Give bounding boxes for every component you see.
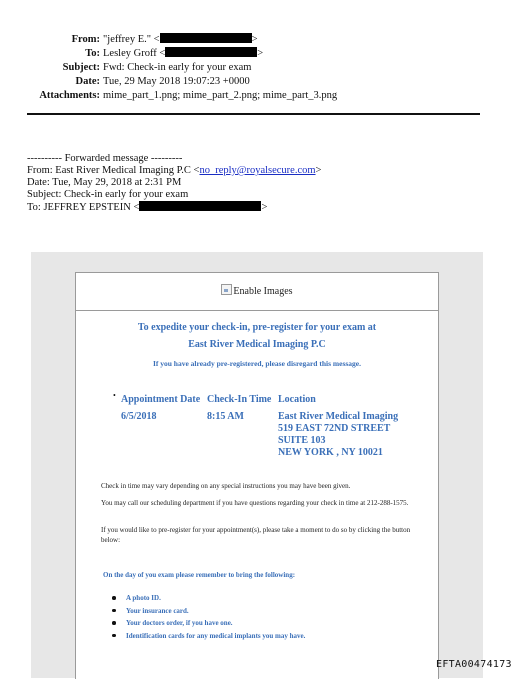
list-item: A photo ID. xyxy=(112,592,305,605)
clinic-name: East River Medical Imaging P.C xyxy=(188,339,326,350)
list-item: Identification cards for any medical implants you may have. xyxy=(112,630,305,643)
broken-image-icon xyxy=(221,284,232,295)
subject-value: Fwd: Check-in early for your exam xyxy=(103,62,252,73)
sender-email-link[interactable]: no_reply@royalsecure.com xyxy=(199,165,316,176)
header-divider xyxy=(27,113,480,115)
forwarded-to: To: JEFFREY EPSTEIN < > xyxy=(27,202,268,213)
appointment-date: 6/5/2018 xyxy=(121,411,157,422)
forwarded-divider: ---------- Forwarded message --------- xyxy=(27,153,183,164)
redaction-box xyxy=(139,201,261,211)
header-appointment-date: Appointment Date xyxy=(121,394,201,405)
location-address xyxy=(278,411,398,459)
header-location: Location xyxy=(278,394,316,405)
location-line: SUITE 103 xyxy=(278,435,326,446)
to-value: Lesley Groff < > xyxy=(103,48,264,59)
subject-label: Subject: xyxy=(62,62,100,73)
to-row xyxy=(0,47,512,61)
date-row xyxy=(0,75,512,89)
forwarded-subject: Subject: Check-in early for your exam xyxy=(27,189,189,200)
redaction-box xyxy=(160,33,252,43)
location-line: East River Medical Imaging xyxy=(278,411,399,422)
location-line: NEW YORK , NY 10021 xyxy=(278,447,383,458)
date-label: Date: xyxy=(75,76,100,87)
checkin-note: Check in time may vary depending on any special instructions you may have been given. xyxy=(101,482,351,490)
subject-row xyxy=(0,61,512,75)
location-line: 519 EAST 72ND STREET xyxy=(278,423,391,434)
scheduling-note: You may call our scheduling department if you have questions regarding your check in time at 212-288-1575. xyxy=(101,499,409,507)
date-value: Tue, 29 May 2018 19:07:23 +0000 xyxy=(103,76,250,87)
forwarded-date: Date: Tue, May 29, 2018 at 2:31 PM xyxy=(27,177,182,188)
from-label: From: xyxy=(71,34,100,45)
from-row xyxy=(0,33,512,47)
email-card xyxy=(75,272,439,679)
disregard-note: If you have already pre-registered, please disregard this message. xyxy=(152,359,362,368)
bring-list xyxy=(112,592,305,642)
header-check-in-time: Check-In Time xyxy=(207,394,272,405)
list-item: Your insurance card. xyxy=(112,605,305,618)
bring-heading: On the day of you exam please remember to bring the following: xyxy=(103,571,296,579)
email-header xyxy=(0,33,512,103)
redaction-box xyxy=(165,47,257,57)
list-item: Your doctors order, if you have one. xyxy=(112,617,305,630)
preregister-note: If you would like to pre-register for your appointment(s), please take a moment to do so by clicking the button below: xyxy=(101,526,411,544)
check-in-time: 8:15 AM xyxy=(207,411,244,422)
document-id: EFTA00474173 xyxy=(436,659,512,670)
image-banner[interactable] xyxy=(76,273,438,311)
intro-line: To expedite your check-in, pre-register for your exam at xyxy=(137,322,377,333)
bullet-icon: • xyxy=(113,391,116,400)
to-label: To: xyxy=(85,48,100,59)
banner-alt-text: Enable Images xyxy=(233,286,293,297)
from-value: "jeffrey E." < > xyxy=(103,34,258,45)
email-body-panel xyxy=(31,252,483,678)
forwarded-from: From: East River Medical Imaging P.C <no_reply@royalsecure.com> xyxy=(27,165,322,176)
attachments-label: Attachments: xyxy=(39,90,100,101)
attachments-row xyxy=(0,89,512,103)
attachments-value: mime_part_1.png; mime_part_2.png; mime_part_3.png xyxy=(103,90,338,101)
forwarded-message xyxy=(27,153,321,214)
